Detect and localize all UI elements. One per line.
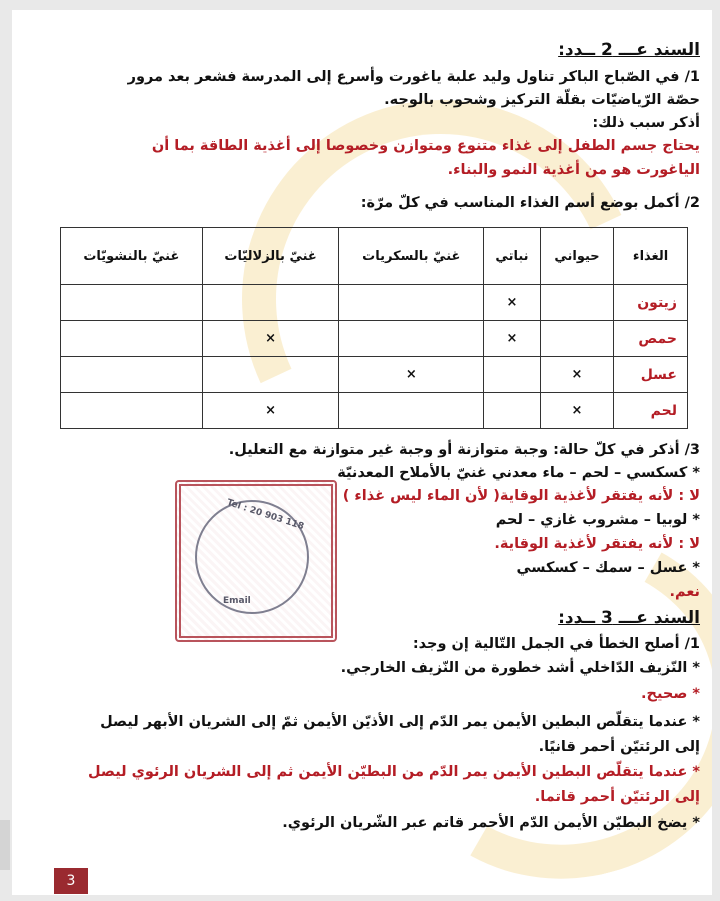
food-name: لحم [614, 393, 688, 429]
s3q1-answer2-line2: إلى الرئتيّن أحمر قاتما. [534, 789, 700, 805]
q3-answer3: نعم. [669, 584, 700, 600]
table-cell [339, 285, 484, 321]
s3q1-statement2-line1: * عندما يتقلّص البطين الأيمن يمر الدّم إلى الأذيّن الأيمن ثمّ إلى الشريان الأبهر ليصل [100, 714, 700, 730]
q3-answer2: لا : لأنه يفتقر لأغذية الوقاية. [494, 536, 700, 552]
table-cell [540, 285, 613, 321]
s3q1-statement3: * يضخ البطيّن الأيمن الدّم الأحمر قاتم عبر الشّريان الرئوي. [282, 815, 700, 831]
table-cell [61, 321, 203, 357]
table-cell: × [484, 285, 541, 321]
header-starches: غنيّ بالنشويّات [61, 228, 203, 285]
q3-case3: * عسل – سمك – كسكسي [516, 560, 700, 576]
left-edge-tab [0, 820, 10, 870]
table-row [61, 321, 688, 357]
table-cell [202, 357, 339, 393]
table-cell: × [484, 321, 541, 357]
q3-title: 3/ أذكر في كلّ حالة: وجبة متوازنة أو وجبة غير متوازنة مع التعليل. [228, 442, 700, 458]
s3q1-title: 1/ أصلح الخطأ في الجمل التّالية إن وجد: [412, 636, 700, 652]
teacher-stamp [175, 480, 337, 642]
table-cell: × [202, 393, 339, 429]
table-cell [339, 393, 484, 429]
header-food: الغذاء [614, 228, 688, 285]
q1-answer-line1: يحتاج جسم الطفل إلى غذاء متنوع ومتوازن وخصوصا إلى أغذية الطاقة بما أن [151, 138, 700, 154]
table-cell [484, 357, 541, 393]
header-plant: نباتي [484, 228, 541, 285]
table-cell [61, 285, 203, 321]
table-cell: × [540, 393, 613, 429]
table-cell [202, 285, 339, 321]
table-cell [339, 321, 484, 357]
q3-answer1: لا : لأنه يفتقر لأغذية الوقاية( لأن الماء ليس غذاء ) [342, 488, 700, 504]
q3-case1: * كسكسي – لحم – ماء معدني غنيّ بالأملاح المعدنيّة [337, 465, 700, 481]
table-row [61, 393, 688, 429]
table-cell: × [540, 357, 613, 393]
q1-line1: 1/ في الصّباح الباكر تناول وليد علبة ياغورت وأسرع إلى المدرسة فشعر بعد مرور [127, 69, 700, 85]
food-name: عسل [614, 357, 688, 393]
header-sugars: غنيّ بالسكريات [339, 228, 484, 285]
food-classification-table [60, 227, 688, 429]
stamp-tel: Tel : 20 903 118 [225, 497, 305, 533]
s3q1-answer1: * صحيح. [641, 686, 700, 702]
table-cell: × [202, 321, 339, 357]
table-cell [540, 321, 613, 357]
page-content [12, 10, 712, 895]
s3q1-statement1: * النّزيف الدّاخلي أشد خطورة من النّزيف الخارجي. [340, 660, 700, 676]
section-3-title: السند عـــ 3 ــدد: [558, 608, 700, 628]
q1-prompt: أذكر سبب ذلك: [592, 115, 700, 131]
table-header-row [61, 228, 688, 285]
stamp-circle [195, 497, 309, 614]
section-2-title: السند عـــ 2 ــدد: [558, 40, 700, 60]
q1-answer-line2: الياغورت هو من أغذية النمو والبناء. [447, 162, 700, 178]
header-proteins: غنيّ بالزلاليّات [202, 228, 339, 285]
table-row [61, 285, 688, 321]
q3-case2: * لوبيا – مشروب غازي – لحم [495, 512, 700, 528]
stamp-email: Email [223, 596, 251, 606]
s3q1-statement2-line2: إلى الرئتيّن أحمر قانيًا. [538, 739, 700, 755]
page-number: 3 [54, 868, 88, 894]
q1-line2: حصّة الرّياضيّات بقلّة التركيز وشحوب بالوجه. [384, 92, 700, 108]
table-cell [484, 393, 541, 429]
table-cell [61, 393, 203, 429]
table-row [61, 357, 688, 393]
food-name: زيتون [614, 285, 688, 321]
table-cell: × [339, 357, 484, 393]
header-animal: حيواني [540, 228, 613, 285]
food-name: حمص [614, 321, 688, 357]
table-cell [61, 357, 203, 393]
document-page [12, 10, 712, 895]
q2-title: 2/ أكمل بوضع أسم الغذاء المناسب في كلّ مرّة: [360, 195, 700, 211]
s3q1-answer2-line1: * عندما يتقلّص البطين الأيمن يمر الدّم من البطيّن الأيمن ثم إلى الشريان الرئوي ليصل [87, 764, 700, 780]
